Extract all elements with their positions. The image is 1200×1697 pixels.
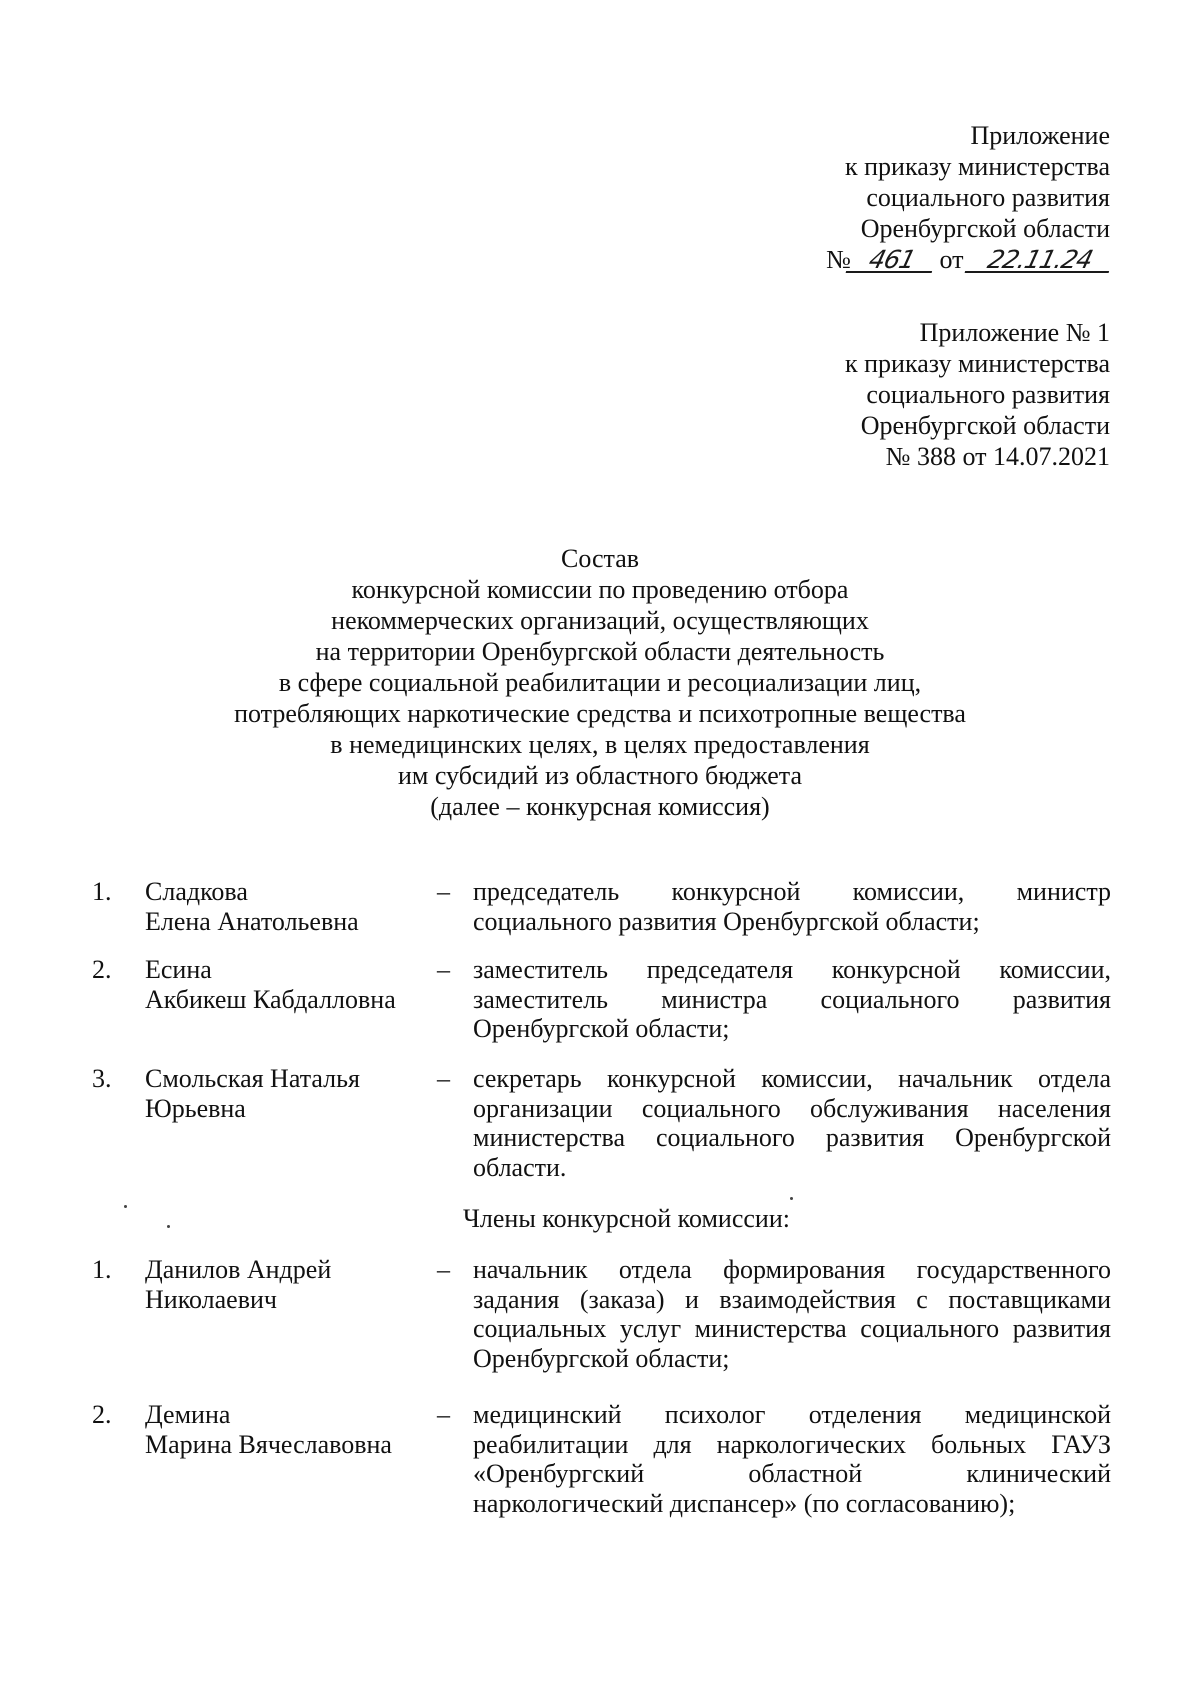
surname: Смольская Наталья [145, 1064, 360, 1093]
entry-name [145, 877, 445, 936]
entry-dash: – [437, 877, 450, 906]
title-line: Состав [560, 544, 640, 573]
number-prefix: № [826, 245, 851, 274]
title-line: в немедицинских целях, в целях предоставления [330, 730, 870, 759]
annex-title: Приложение № 1 [919, 318, 1110, 347]
annex-order-ref: к приказу министерства [845, 152, 1110, 181]
annex-header-original [845, 317, 1110, 472]
given-names: Марина Вячеславовна [145, 1429, 392, 1459]
surname: Демина [145, 1400, 231, 1429]
date-prefix: от [939, 245, 964, 274]
title-line: на территории Оренбургской области деятельность [315, 637, 885, 666]
document-title [100, 543, 1100, 822]
title-line: (далее – конкурсная комиссия) [430, 792, 770, 821]
entry-name [145, 1064, 445, 1123]
scan-speck [124, 1205, 127, 1208]
annex-header-current [826, 120, 1110, 275]
entry-number: 2. [92, 1400, 112, 1429]
annex-region: Оренбургской области [860, 214, 1110, 243]
title-line: потребляющих наркотические средства и психотропные вещества [234, 699, 966, 728]
entry-name [145, 955, 445, 1014]
given-names: Елена Анатольевна [145, 906, 359, 936]
annex-order-ref: к приказу министерства [845, 349, 1110, 378]
handwritten-order-date: 22.11.24 [966, 244, 1114, 275]
scan-speck [790, 1197, 793, 1200]
handwritten-order-number: 461 [847, 244, 937, 275]
annex-title: Приложение [970, 121, 1110, 150]
annex-region: Оренбургской области [860, 411, 1110, 440]
annex-number-date: № 388 от 14.07.2021 [885, 442, 1110, 471]
entry-name [145, 1400, 445, 1459]
entry-number: 1. [92, 877, 112, 906]
given-names: Акбикеш Кабдалловна [145, 984, 396, 1014]
entry-number: 3. [92, 1064, 112, 1093]
title-line: им субсидий из областного бюджета [397, 761, 802, 790]
surname: Данилов Андрей [145, 1255, 332, 1284]
title-line: в сфере социальной реабилитации и ресоциализации лиц, [278, 668, 922, 697]
entry-role: председатель конкурсной комиссии, министр социального развития Оренбургской области; [473, 877, 1111, 936]
entry-role: секретарь конкурсной комиссии, начальник отдела организации социального обслуживания населения министерства социального развития Оренбургской области. [473, 1064, 1111, 1182]
annex-number-date [826, 244, 1110, 275]
members-heading: Члены конкурсной комиссии: [463, 1204, 790, 1233]
given-names: Николаевич [145, 1284, 277, 1314]
entry-dash: – [437, 1064, 450, 1093]
surname: Есина [145, 955, 212, 984]
entry-number: 2. [92, 955, 112, 984]
entry-dash: – [437, 955, 450, 984]
entry-dash: – [437, 1255, 450, 1284]
entry-role: начальник отдела формирования государственного задания (заказа) и взаимодействия с поставщиками социальных услуг министерства социального развития Оренбургской области; [473, 1255, 1111, 1373]
entry-number: 1. [92, 1255, 112, 1284]
entry-role: медицинский психолог отделения медицинской реабилитации для наркологических больных ГАУЗ «Оренбургский областной клинический наркологический диспансер» (по согласованию); [473, 1400, 1111, 1518]
title-line: некоммерческих организаций, осуществляющих [331, 606, 869, 635]
entry-role: заместитель председателя конкурсной комиссии, заместитель министра социального развития Оренбургской области; [473, 955, 1111, 1043]
surname: Сладкова [145, 877, 248, 906]
title-line: конкурсной комиссии по проведению отбора [351, 575, 849, 604]
scan-speck [167, 1225, 170, 1228]
annex-ministry: социального развития [866, 183, 1110, 212]
entry-name [145, 1255, 445, 1314]
given-names: Юрьевна [145, 1093, 246, 1123]
annex-ministry: социального развития [866, 380, 1110, 409]
entry-dash: – [437, 1400, 450, 1429]
